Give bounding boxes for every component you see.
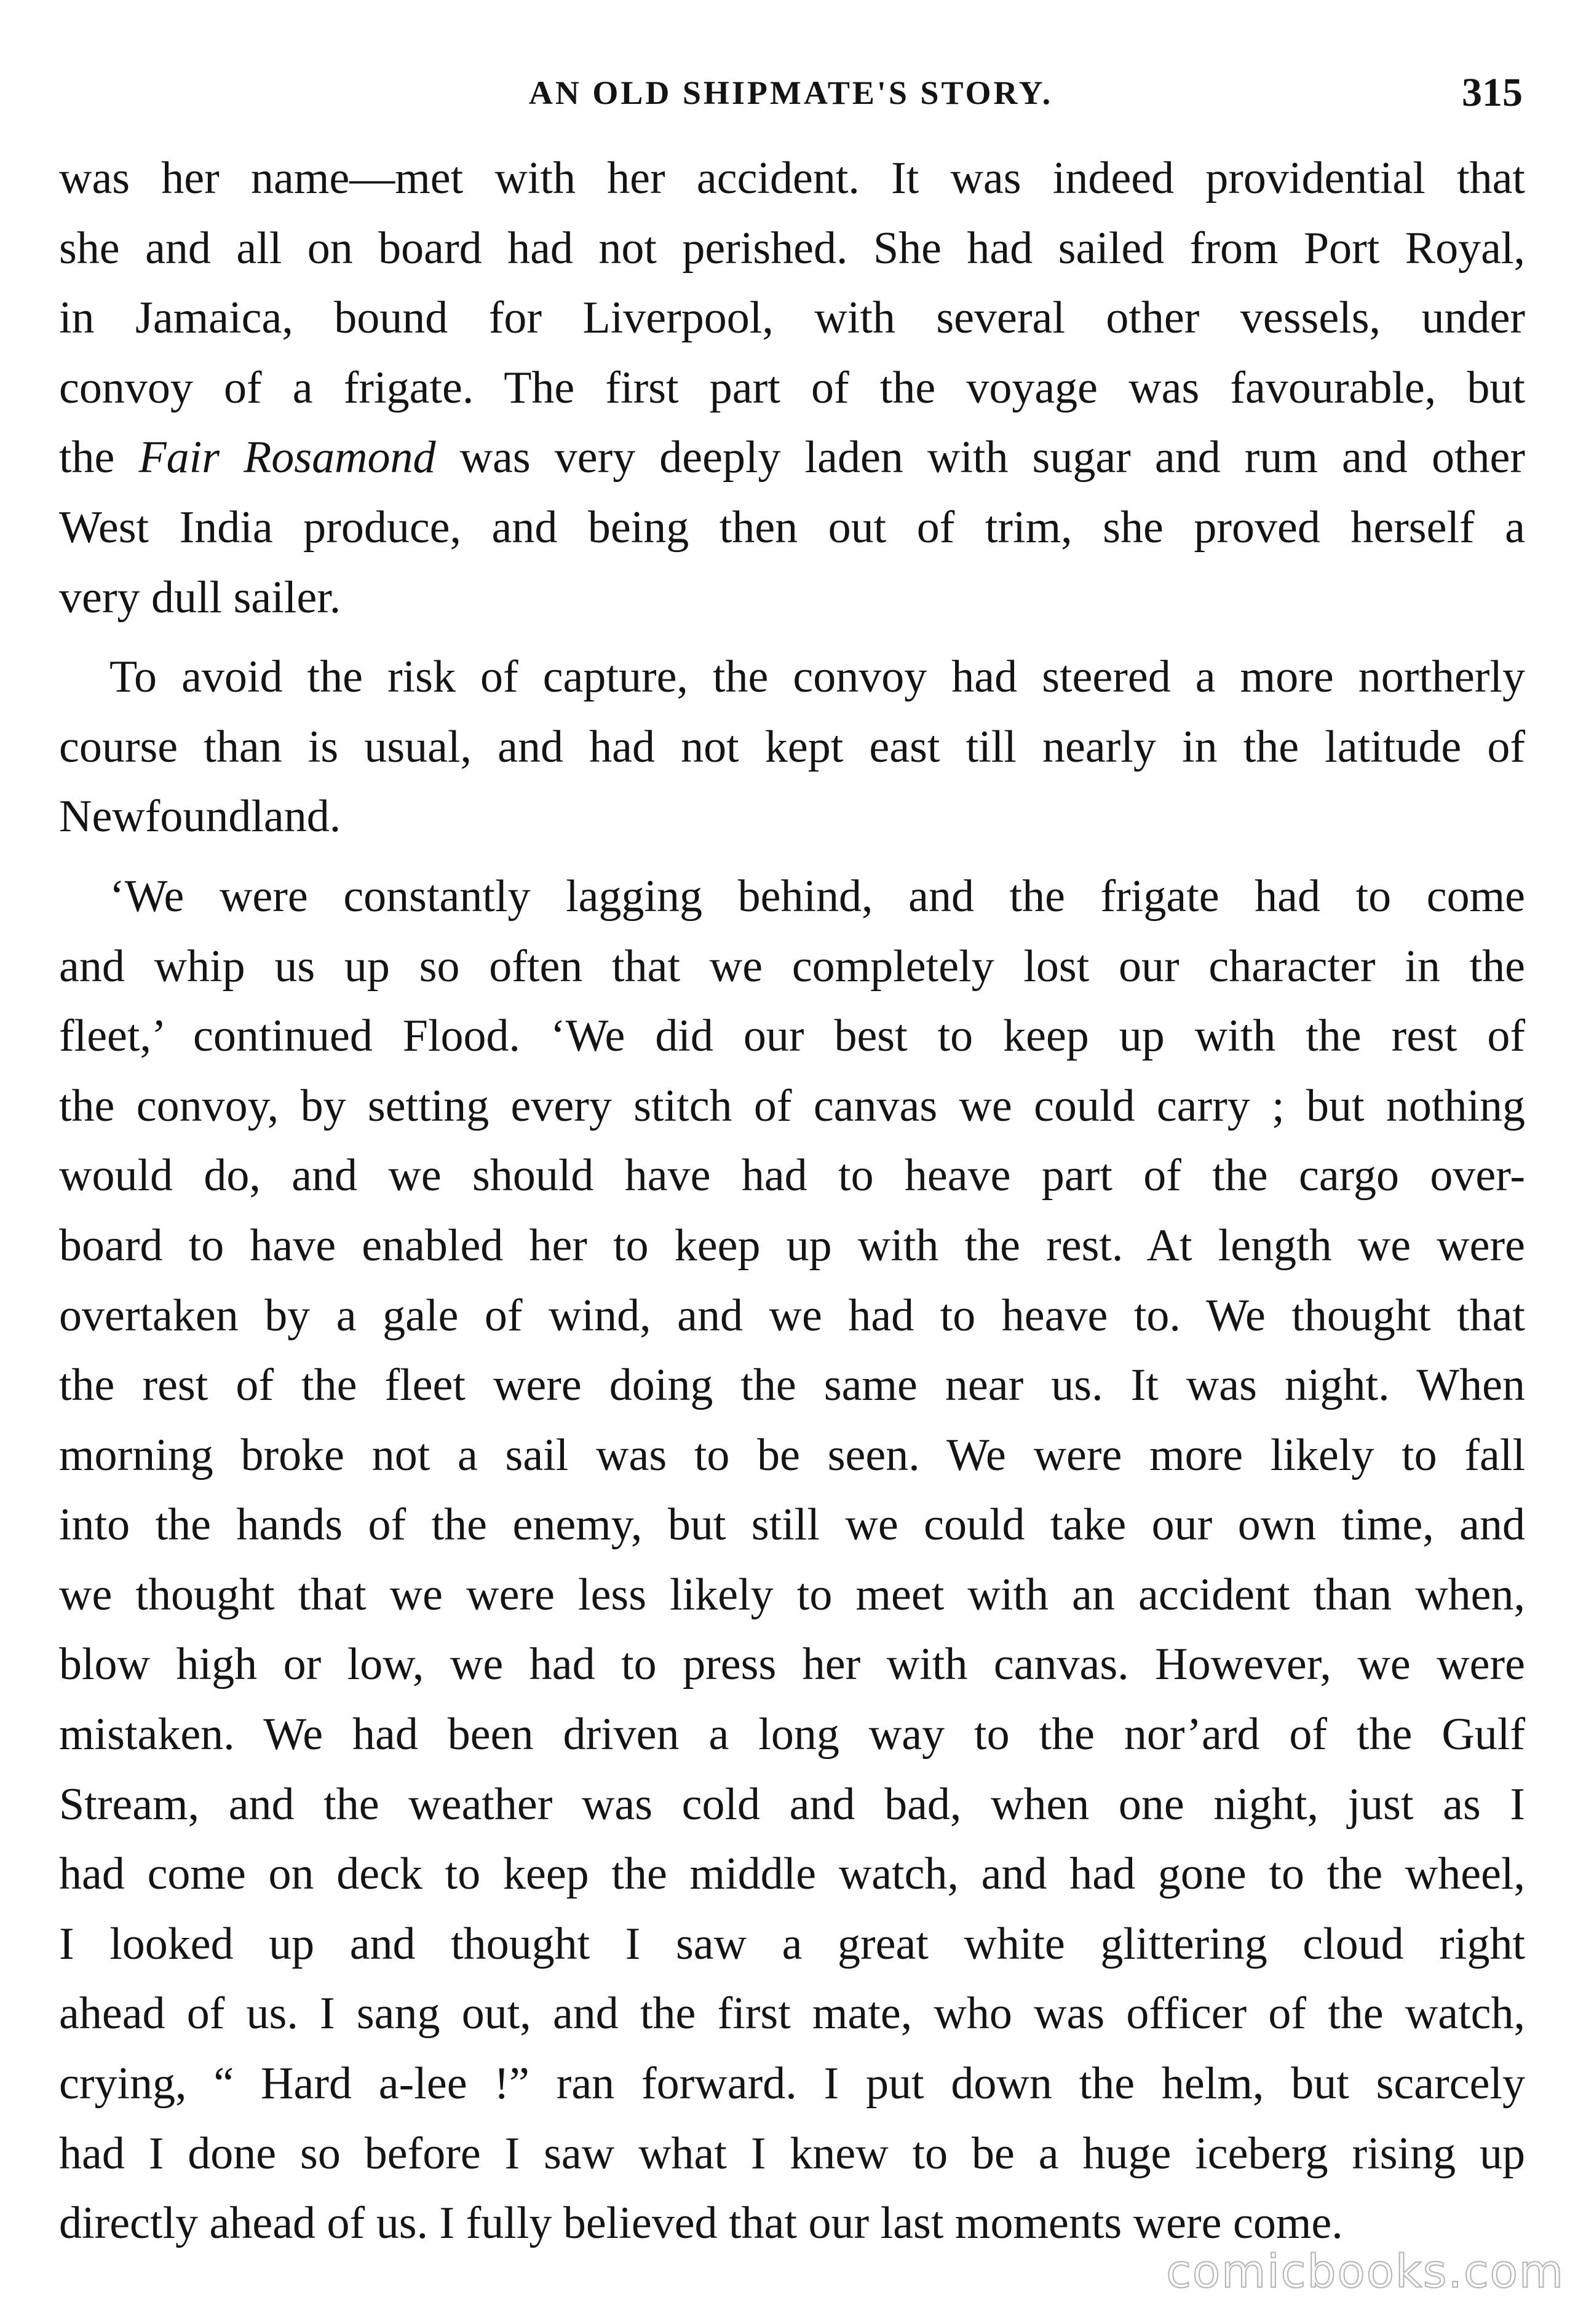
text-line: I looked up and thought I saw a great white glittering cloud right	[59, 1918, 1525, 1969]
text-line: crying, “ Hard a-lee !” ran forward. I put down the helm, but scarcely	[59, 2058, 1525, 2109]
text-line: To avoid the risk of capture, the convoy had steered a more northerly	[109, 652, 1525, 703]
text-line: Newfoundland.	[59, 791, 341, 842]
text-line: fleet,’ continued Flood. ‘We did our best to keep up with the rest of	[59, 1011, 1525, 1062]
text-line: Stream, and the weather was cold and bad, when one night, just as I	[59, 1779, 1525, 1830]
text-line: was her name—met with her accident. It was indeed providential that	[59, 153, 1525, 204]
text-line: morning broke not a sail was to be seen. We were more likely to fall	[59, 1429, 1525, 1480]
text-line: into the hands of the enemy, but still we could take our own time, and	[59, 1500, 1525, 1551]
text-line: directly ahead of us. I fully believed that our last moments were come.	[59, 2198, 1343, 2249]
text-line: the rest of the fleet were doing the same near us. It was night. When	[59, 1360, 1525, 1411]
page-header	[59, 59, 1523, 127]
text-line: ahead of us. I sang out, and the first mate, who was officer of the watch,	[59, 1988, 1525, 2039]
text-line: the convoy, by setting every stitch of canvas we could carry ; but nothing	[59, 1080, 1525, 1131]
paragraph-gap	[59, 633, 1525, 642]
running-title: AN OLD SHIPMATE'S STORY.	[528, 74, 1053, 111]
text-line: had I done so before I saw what I knew to be a huge iceberg rising up	[59, 2128, 1525, 2179]
text-line: convoy of a frigate. The first part of the voyage was favourable, but	[59, 362, 1525, 413]
text-line: would do, and we should have had to heave part of the cargo over-	[59, 1150, 1525, 1201]
paragraph	[59, 642, 1525, 852]
text-line: mistaken. We had been driven a long way to the nor’ard of the Gulf	[59, 1709, 1525, 1760]
paragraph	[59, 144, 1525, 633]
watermark: comicbooks.com	[1166, 2245, 1564, 2298]
page-number: 315	[1462, 70, 1523, 115]
text-line: and whip us up so often that we completely lost our character in the	[59, 941, 1525, 992]
text-line: course than is usual, and had not kept east till nearly in the latitude of	[59, 721, 1525, 772]
text-line: very dull sailer.	[59, 572, 341, 623]
text-line: had come on deck to keep the middle watch, and had gone to the wheel,	[59, 1849, 1525, 1900]
text-line: ‘We were constantly lagging behind, and the frigate had to come	[109, 871, 1525, 922]
text-line: West India produce, and being then out of trim, she proved herself a	[59, 502, 1525, 553]
text-line: she and all on board had not perished. She had sailed from Port Royal,	[59, 223, 1525, 274]
text-line: overtaken by a gale of wind, and we had to heave to. We thought that	[59, 1290, 1525, 1341]
body-text	[59, 144, 1525, 2259]
paragraph-gap	[59, 852, 1525, 862]
text-line: in Jamaica, bound for Liverpool, with several other vessels, under	[59, 293, 1525, 344]
paragraph	[59, 862, 1525, 2259]
text-line: we thought that we were less likely to meet with an accident than when,	[59, 1569, 1525, 1620]
text-line: board to have enabled her to keep up with the rest. At length we were	[59, 1220, 1525, 1271]
ship-name: Fair Rosamond	[138, 432, 436, 483]
text-line: the Fair Rosamond was very deeply laden with sugar and rum and other	[59, 432, 1525, 483]
text-line: blow high or low, we had to press her with canvas. However, we were	[59, 1639, 1525, 1690]
